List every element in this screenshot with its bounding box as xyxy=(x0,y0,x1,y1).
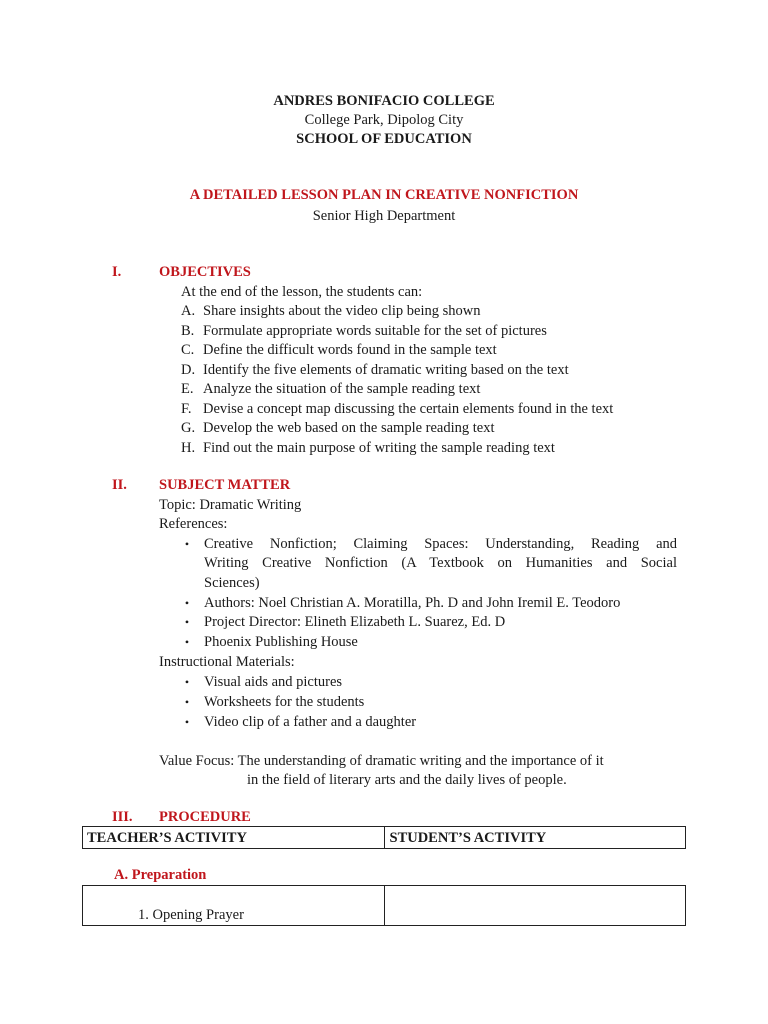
procedure-numeral: III. xyxy=(112,809,133,825)
bullet-icon: • xyxy=(184,635,190,649)
materials-label: Instructional Materials: xyxy=(159,654,295,670)
topic: Topic: Dramatic Writing xyxy=(159,497,302,513)
reference-line: Writing Creative Nonfiction (A Textbook on Humanities and Social xyxy=(204,555,677,571)
bullet-icon: • xyxy=(184,695,190,709)
list-item: D. Identify the five elements of dramatic writing based on the text xyxy=(181,361,569,378)
list-item: C. Define the difficult words found in the sample text xyxy=(181,342,497,358)
student-activity-cell xyxy=(384,886,685,926)
procedure-header-table xyxy=(82,826,686,849)
teacher-activity-header: TEACHER’S ACTIVITY xyxy=(87,829,247,846)
objectives-intro: At the end of the lesson, the students can: xyxy=(181,284,423,300)
bullet-icon: • xyxy=(184,537,190,551)
student-activity-header: STUDENT’S ACTIVITY xyxy=(389,829,547,846)
reference-line: Sciences) xyxy=(204,575,260,591)
reference-authors: Authors: Noel Christian A. Moratilla, Ph. D and John Iremil E. Teodoro xyxy=(204,595,621,611)
reference-line: Creative Nonfiction; Claiming Spaces: Understanding, Reading and xyxy=(204,536,677,552)
preparation-label: A. Preparation xyxy=(114,867,207,883)
subject-matter-numeral: II. xyxy=(112,477,127,493)
list-item: Video clip of a father and a daughter xyxy=(204,714,417,730)
list-item: B. Formulate appropriate words suitable for the set of pictures xyxy=(181,322,547,339)
references-label: References: xyxy=(159,516,228,532)
procedure-table xyxy=(82,885,686,926)
value-focus: Value Focus: The understanding of dramatic writing and the importance of it xyxy=(159,753,604,769)
reference-director: Project Director: Elineth Elizabeth L. Suarez, Ed. D xyxy=(204,614,506,630)
list-item: E. Analyze the situation of the sample reading text xyxy=(181,381,481,397)
objectives-list xyxy=(181,302,613,458)
list-item: G. Develop the web based on the sample reading text xyxy=(181,420,495,436)
opening-prayer-step: 1. Opening Prayer xyxy=(138,907,244,923)
objectives-numeral: I. xyxy=(112,264,122,280)
college-address: College Park, Dipolog City xyxy=(304,112,464,128)
list-item: Worksheets for the students xyxy=(204,694,365,710)
college-name: ANDRES BONIFACIO COLLEGE xyxy=(273,93,495,109)
plan-title: A DETAILED LESSON PLAN IN CREATIVE NONFICTION xyxy=(189,187,579,203)
objectives-heading: OBJECTIVES xyxy=(159,264,251,280)
school-name: SCHOOL OF EDUCATION xyxy=(296,131,472,147)
bullet-icon: • xyxy=(184,675,190,689)
value-focus-continued: in the field of literary arts and the daily lives of people. xyxy=(247,772,567,788)
reference-publisher: Phoenix Publishing House xyxy=(204,634,358,650)
plan-department: Senior High Department xyxy=(312,208,456,224)
bullet-icon: • xyxy=(184,615,190,629)
bullet-icon: • xyxy=(184,596,190,610)
list-item: Visual aids and pictures xyxy=(204,674,343,690)
subject-matter-heading: SUBJECT MATTER xyxy=(159,477,291,493)
list-item: F. Devise a concept map discussing the certain elements found in the text xyxy=(181,400,614,417)
procedure-heading: PROCEDURE xyxy=(159,809,251,825)
list-item: H. Find out the main purpose of writing the sample reading text xyxy=(181,439,555,456)
bullet-icon: • xyxy=(184,715,190,729)
list-item: A. Share insights about the video clip being shown xyxy=(181,303,481,319)
